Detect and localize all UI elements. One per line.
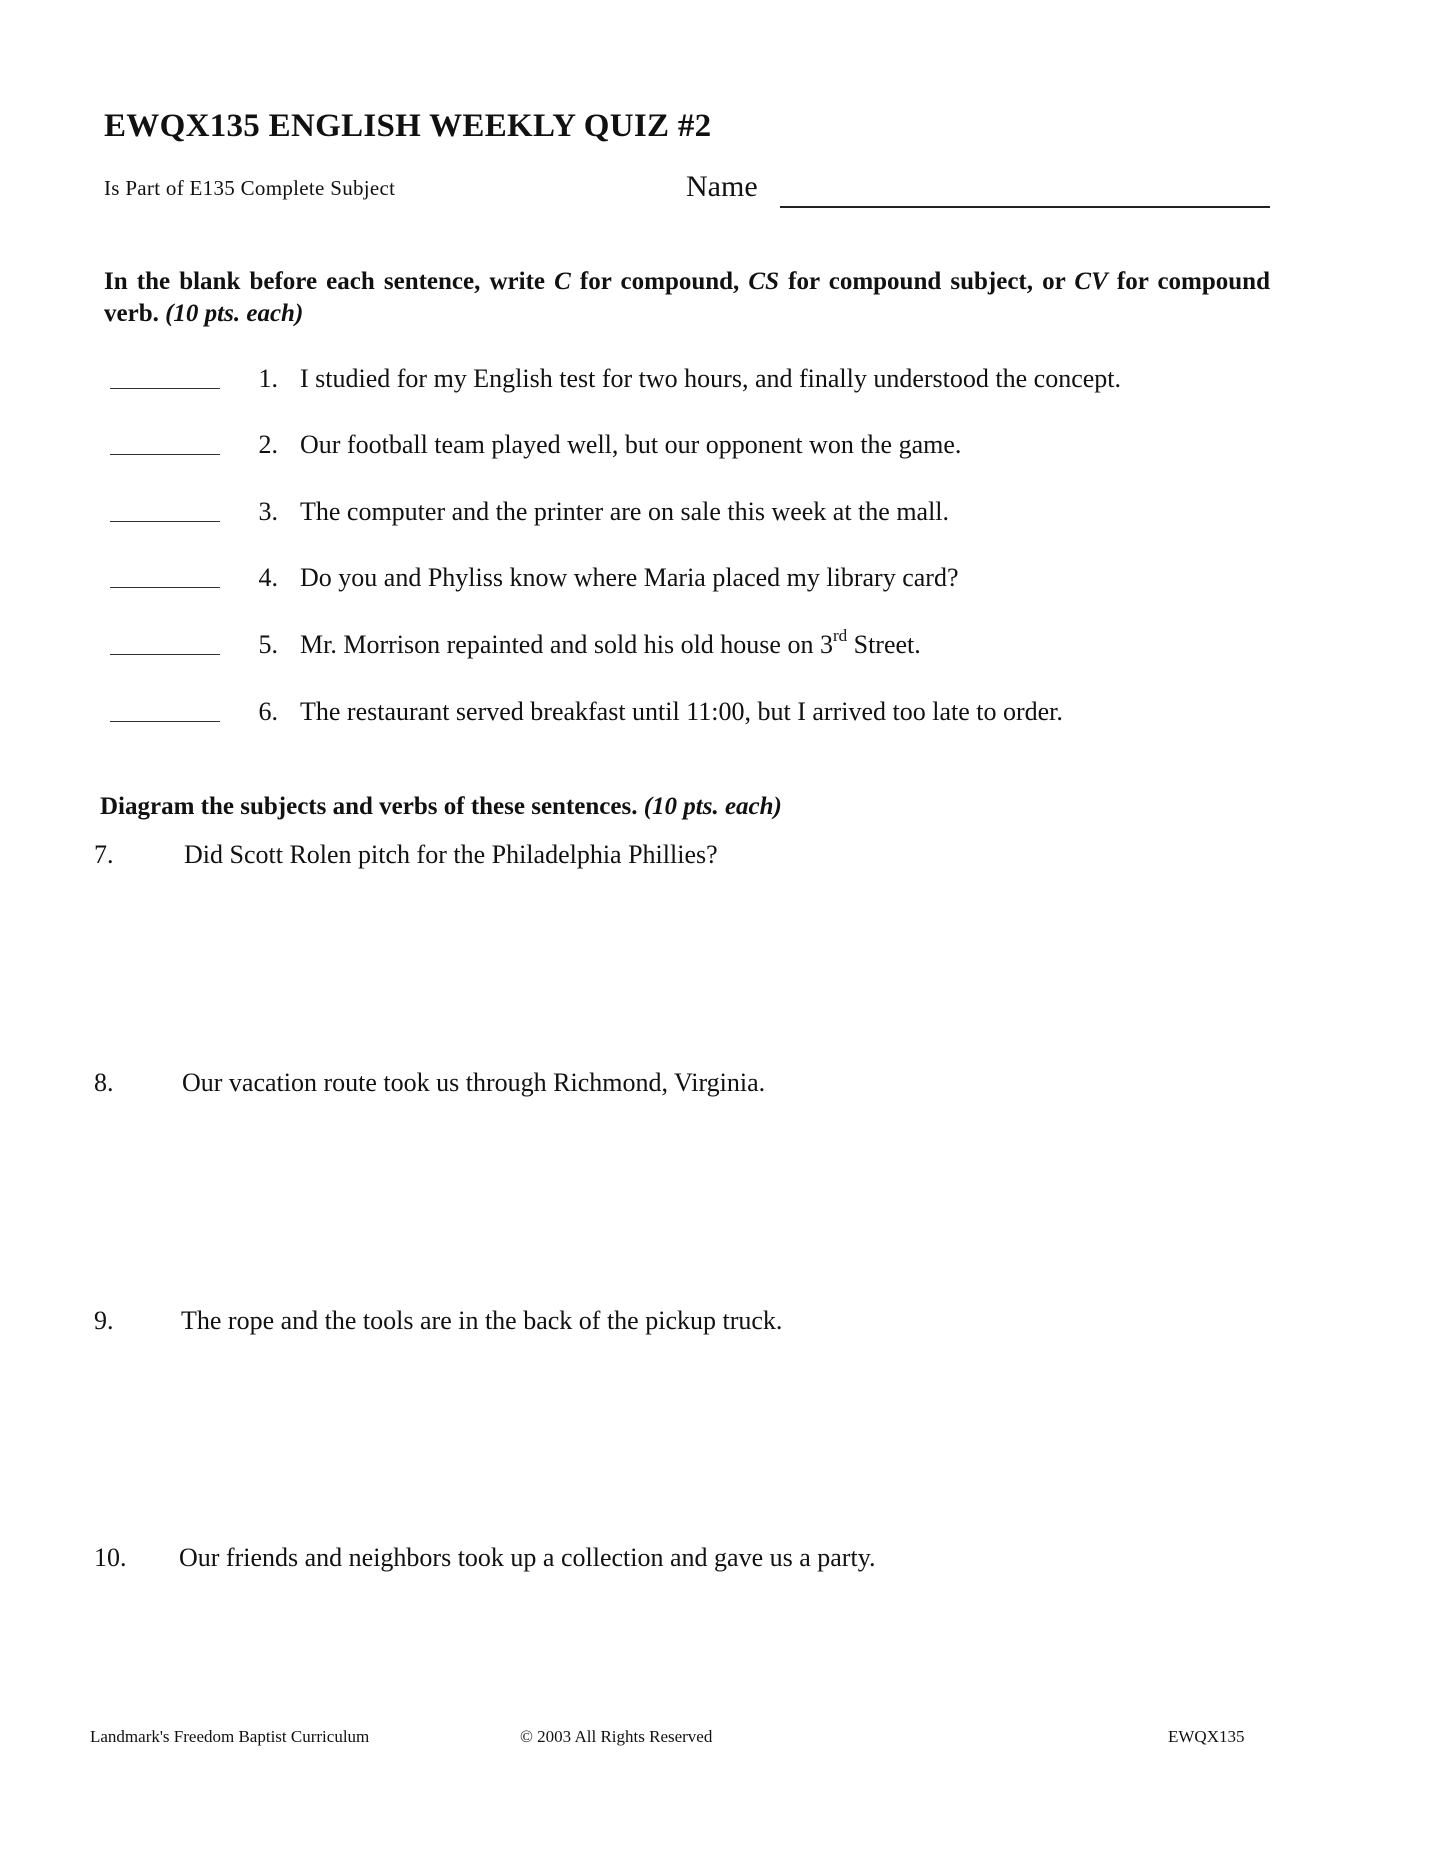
question-text: Our friends and neighbors took up a collection and gave us a party. (179, 1543, 876, 1572)
name-label: Name (686, 170, 758, 203)
question-row (104, 563, 1270, 597)
footer-code: EWQX135 (1168, 1727, 1245, 1746)
footer-left: Landmark's Freedom Baptist Curriculum (90, 1727, 370, 1746)
question-number: 2. (258, 430, 278, 459)
question-number: 3. (258, 497, 278, 526)
question-text: Did Scott Rolen pitch for the Philadelphia Phillies? (184, 840, 718, 869)
question-text: I studied for my English test for two hours, and finally understood the concept. (300, 364, 1122, 393)
name-field[interactable] (780, 206, 1270, 208)
instructions-cv: CV (1074, 268, 1108, 295)
instructions-text: for compound subject, or (779, 268, 1075, 295)
question-number: 5. (258, 630, 278, 659)
instructions-text: In the blank before each sentence, write (104, 268, 555, 295)
question-text: Our football team played well, but our opponent won the game. (300, 430, 962, 459)
answer-blank[interactable] (110, 454, 220, 455)
question-number: 7. (94, 840, 114, 869)
question-number: 10. (94, 1543, 127, 1572)
page-title: EWQX135 ENGLISH WEEKLY QUIZ #2 (104, 108, 712, 144)
points-label: (10 pts. each) (165, 300, 304, 327)
question-row (104, 697, 1270, 731)
instructions-text: for compound verb. (104, 268, 1270, 327)
question-row (104, 364, 1270, 398)
answer-blank[interactable] (110, 721, 220, 722)
instructions-text: Diagram the subjects and verbs of these sentences. (100, 793, 644, 820)
instructions-cs: CS (748, 268, 780, 295)
answer-blank[interactable] (110, 587, 220, 588)
question-number: 6. (258, 697, 278, 726)
instructions-text: for compound, (570, 268, 749, 295)
question-text: Do you and Phyliss know where Maria placed my library card? (300, 563, 959, 592)
question-text (300, 626, 921, 660)
ordinal-superscript: rd (832, 626, 848, 645)
question-text-part: Mr. Morrison repainted and sold his old house on 3 (300, 630, 833, 659)
subtitle: Is Part of E135 Complete Subject (104, 176, 396, 200)
footer-copyright: © 2003 All Rights Reserved (520, 1727, 713, 1746)
answer-blank[interactable] (110, 388, 220, 389)
points-label: (10 pts. each) (643, 793, 782, 820)
answer-blank[interactable] (110, 521, 220, 522)
question-text-part: Street. (847, 630, 921, 659)
question-text: The rope and the tools are in the back of the pickup truck. (181, 1306, 783, 1335)
section1-instructions (104, 266, 1270, 330)
question-row (104, 497, 1270, 531)
question-text: Our vacation route took us through Richmond, Virginia. (182, 1068, 766, 1097)
question-text: The restaurant served breakfast until 11:00, but I arrived too late to order. (300, 697, 1063, 726)
question-row (104, 430, 1270, 464)
question-row (104, 626, 1270, 664)
section2-instructions (100, 793, 782, 821)
question-number: 9. (94, 1306, 114, 1335)
question-number: 4. (258, 563, 278, 592)
instructions-c: C (554, 268, 571, 295)
answer-blank[interactable] (110, 654, 220, 655)
question-number: 8. (94, 1068, 114, 1097)
question-number: 1. (258, 364, 278, 393)
question-text: The computer and the printer are on sale this week at the mall. (300, 497, 950, 526)
